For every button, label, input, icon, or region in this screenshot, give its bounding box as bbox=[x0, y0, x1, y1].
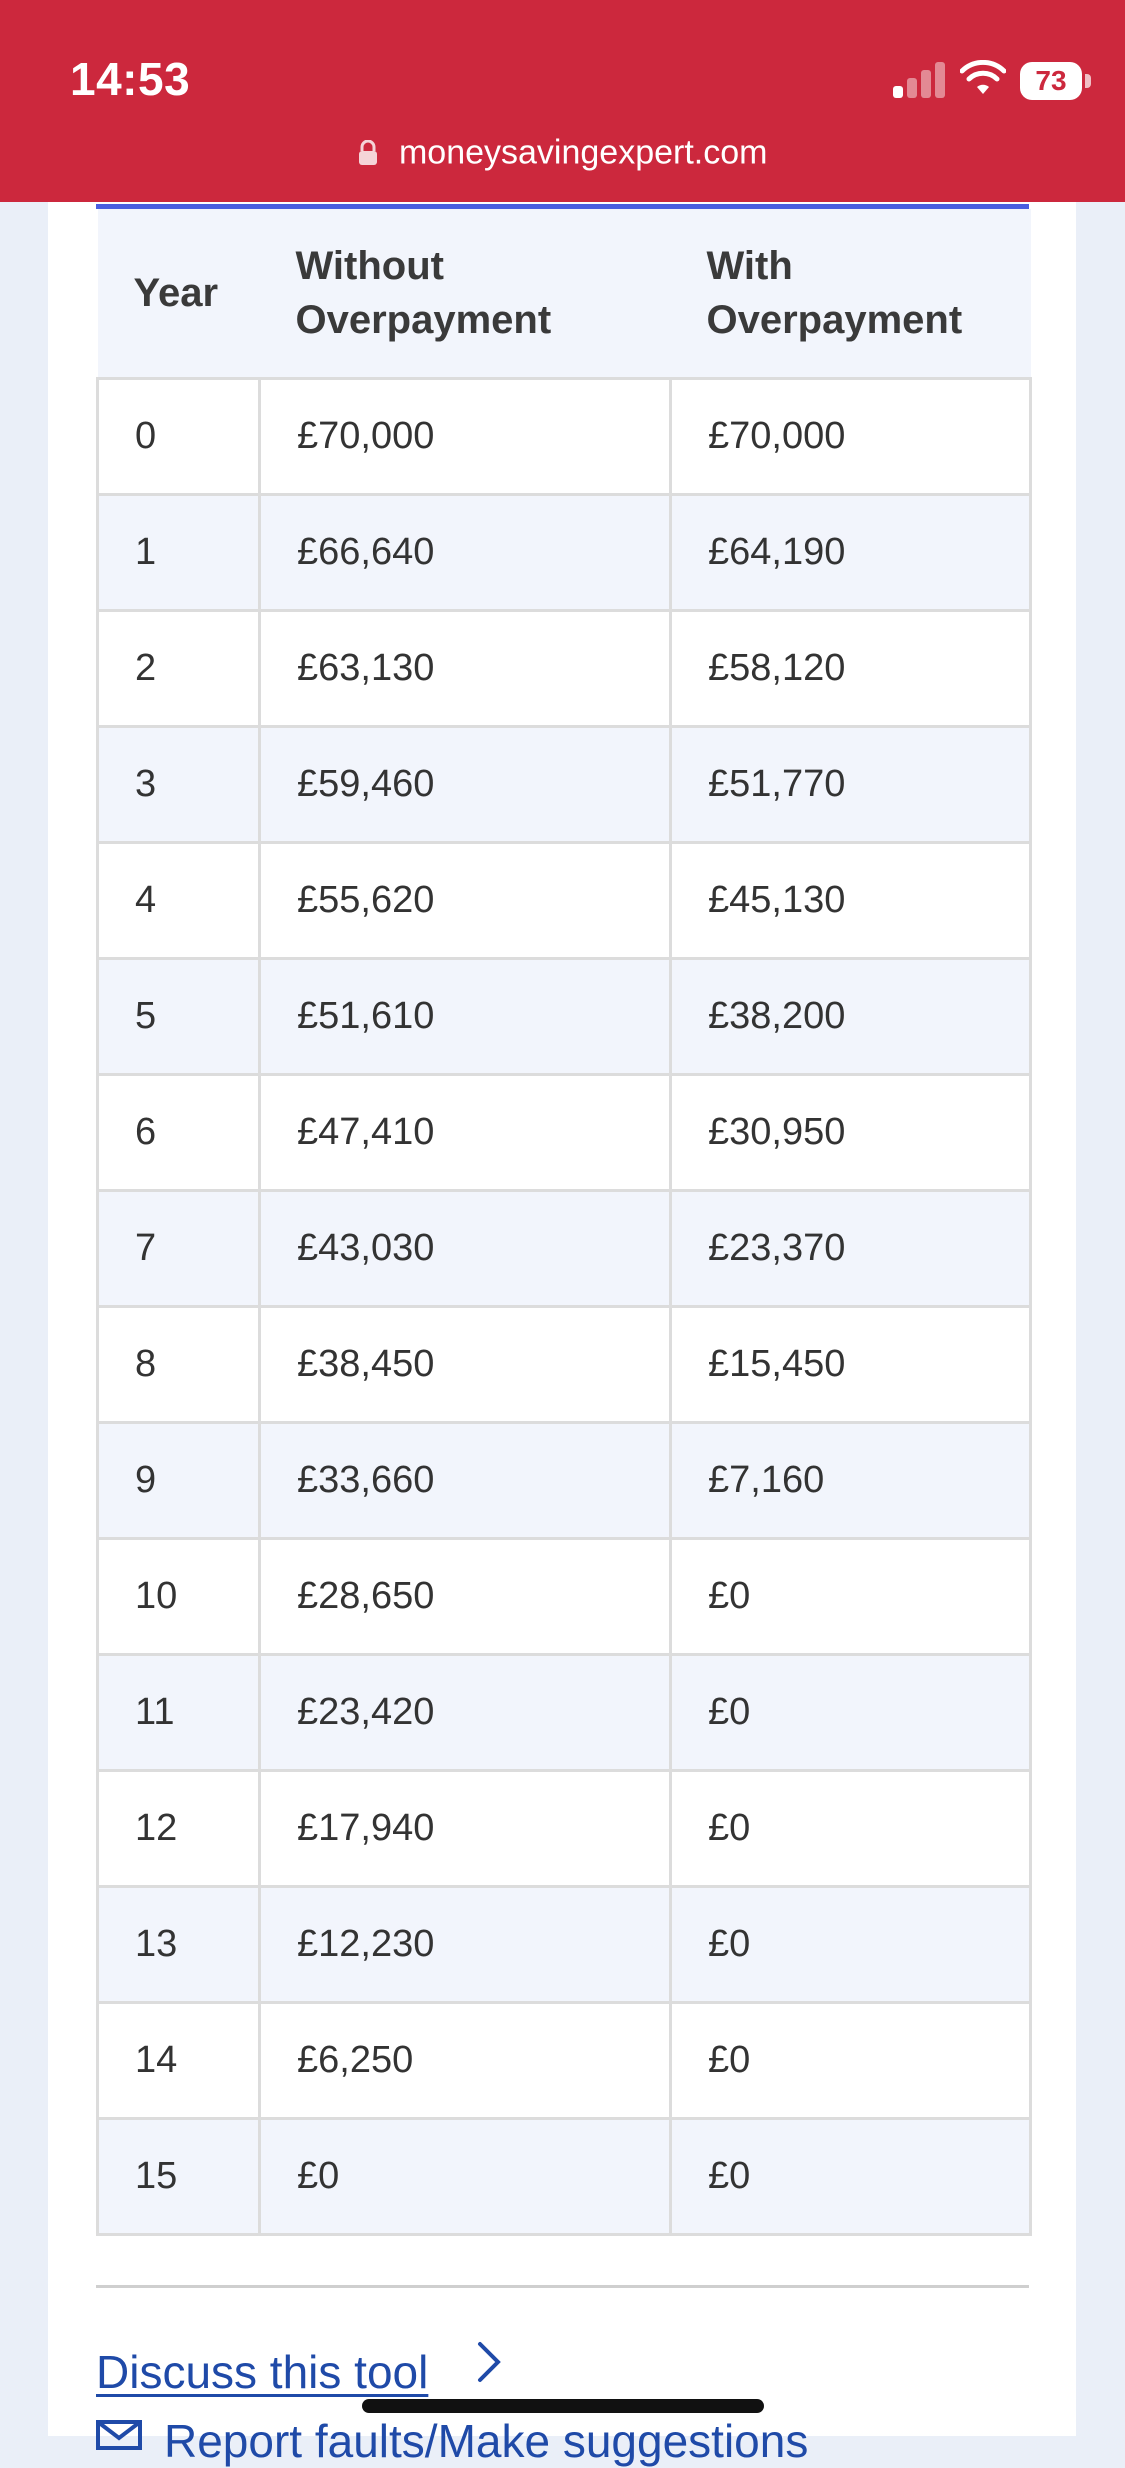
header-without-overpayment bbox=[260, 209, 671, 379]
cell-with-overpayment: £0 bbox=[671, 1539, 1031, 1655]
cell-year: 3 bbox=[98, 727, 260, 843]
cell-without-overpayment: £51,610 bbox=[260, 959, 671, 1075]
cell-year: 4 bbox=[98, 843, 260, 959]
cell-year: 9 bbox=[98, 1423, 260, 1539]
cell-year: 13 bbox=[98, 1887, 260, 2003]
cell-with-overpayment: £7,160 bbox=[671, 1423, 1031, 1539]
envelope-icon bbox=[96, 2420, 142, 2450]
cell-without-overpayment: £63,130 bbox=[260, 611, 671, 727]
cell-with-overpayment: £0 bbox=[671, 1887, 1031, 2003]
cell-with-overpayment: £0 bbox=[671, 1655, 1031, 1771]
table-row bbox=[98, 1423, 1031, 1539]
wifi-icon bbox=[960, 60, 1006, 96]
overpayment-table bbox=[96, 209, 1032, 2236]
table-row bbox=[98, 2003, 1031, 2119]
table-row bbox=[98, 495, 1031, 611]
cell-with-overpayment: £30,950 bbox=[671, 1075, 1031, 1191]
cell-year: 7 bbox=[98, 1191, 260, 1307]
cell-year: 12 bbox=[98, 1771, 260, 1887]
table-row bbox=[98, 727, 1031, 843]
cell-without-overpayment: £70,000 bbox=[260, 379, 671, 495]
header-word: With bbox=[706, 244, 793, 288]
cell-year: 14 bbox=[98, 2003, 260, 2119]
header-year: Year bbox=[98, 209, 260, 379]
cell-with-overpayment: £58,120 bbox=[671, 611, 1031, 727]
cell-without-overpayment: £47,410 bbox=[260, 1075, 671, 1191]
cell-year: 6 bbox=[98, 1075, 260, 1191]
table-row bbox=[98, 611, 1031, 727]
lock-icon bbox=[358, 140, 378, 166]
cell-without-overpayment: £43,030 bbox=[260, 1191, 671, 1307]
cellular-signal-icon bbox=[893, 62, 945, 98]
cell-year: 1 bbox=[98, 495, 260, 611]
cell-without-overpayment: £12,230 bbox=[260, 1887, 671, 2003]
cell-year: 5 bbox=[98, 959, 260, 1075]
address-bar[interactable] bbox=[0, 132, 1125, 182]
cell-with-overpayment: £23,370 bbox=[671, 1191, 1031, 1307]
table-row bbox=[98, 1075, 1031, 1191]
cell-year: 15 bbox=[98, 2119, 260, 2235]
cell-without-overpayment: £66,640 bbox=[260, 495, 671, 611]
url-text: moneysavingexpert.com bbox=[398, 133, 768, 172]
cell-with-overpayment: £0 bbox=[671, 2119, 1031, 2235]
cell-with-overpayment: £70,000 bbox=[671, 379, 1031, 495]
cell-without-overpayment: £0 bbox=[260, 2119, 671, 2235]
cell-with-overpayment: £0 bbox=[671, 2003, 1031, 2119]
header-word: Overpayment bbox=[295, 298, 552, 342]
cell-without-overpayment: £28,650 bbox=[260, 1539, 671, 1655]
chevron-right-icon bbox=[474, 2338, 504, 2386]
cell-without-overpayment: £33,660 bbox=[260, 1423, 671, 1539]
cell-with-overpayment: £15,450 bbox=[671, 1307, 1031, 1423]
cell-year: 11 bbox=[98, 1655, 260, 1771]
cell-with-overpayment: £45,130 bbox=[671, 843, 1031, 959]
cell-year: 10 bbox=[98, 1539, 260, 1655]
table-row bbox=[98, 379, 1031, 495]
cell-year: 2 bbox=[98, 611, 260, 727]
cell-with-overpayment: £0 bbox=[671, 1771, 1031, 1887]
table-row bbox=[98, 843, 1031, 959]
cell-with-overpayment: £51,770 bbox=[671, 727, 1031, 843]
table-row bbox=[98, 1887, 1031, 2003]
table-row bbox=[98, 2119, 1031, 2235]
header-word: Overpayment bbox=[706, 298, 963, 342]
section-divider bbox=[96, 2285, 1029, 2288]
battery-cap bbox=[1085, 74, 1091, 88]
cell-without-overpayment: £38,450 bbox=[260, 1307, 671, 1423]
cell-with-overpayment: £38,200 bbox=[671, 959, 1031, 1075]
cell-without-overpayment: £17,940 bbox=[260, 1771, 671, 1887]
cell-year: 0 bbox=[98, 379, 260, 495]
browser-top-bar bbox=[0, 0, 1125, 202]
discuss-tool-link[interactable]: Discuss this tool bbox=[96, 2346, 429, 2398]
table-row bbox=[98, 1771, 1031, 1887]
cell-without-overpayment: £23,420 bbox=[260, 1655, 671, 1771]
table-row bbox=[98, 1539, 1031, 1655]
table-row bbox=[98, 959, 1031, 1075]
table-row bbox=[98, 1191, 1031, 1307]
header-word: Without bbox=[295, 244, 444, 288]
cell-without-overpayment: £6,250 bbox=[260, 2003, 671, 2119]
status-time: 14:53 bbox=[70, 53, 191, 105]
table-row bbox=[98, 1655, 1031, 1771]
table-header-row bbox=[98, 209, 1031, 379]
cell-without-overpayment: £55,620 bbox=[260, 843, 671, 959]
table-row bbox=[98, 1307, 1031, 1423]
battery-indicator: 73 bbox=[1020, 62, 1082, 100]
cell-year: 8 bbox=[98, 1307, 260, 1423]
home-indicator[interactable] bbox=[362, 2399, 764, 2413]
cell-without-overpayment: £59,460 bbox=[260, 727, 671, 843]
cell-with-overpayment: £64,190 bbox=[671, 495, 1031, 611]
header-with-overpayment bbox=[671, 209, 1031, 379]
report-faults-link[interactable]: Report faults/Make suggestions bbox=[164, 2415, 809, 2467]
